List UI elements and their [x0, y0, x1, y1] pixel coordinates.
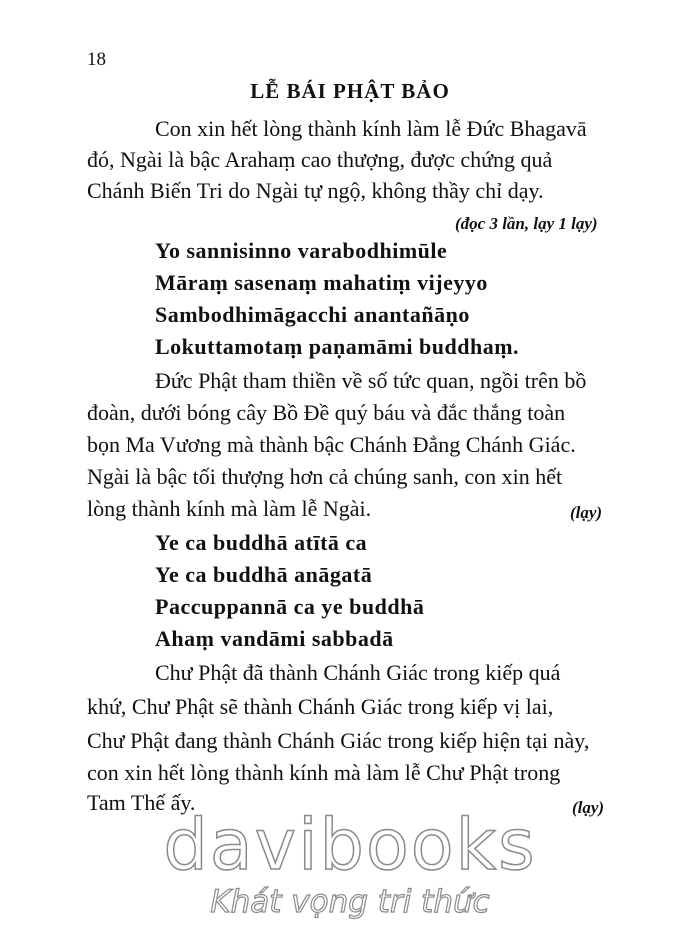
paragraph-line: lòng thành kính mà làm lễ Ngài. — [87, 496, 372, 521]
paragraph-line: khứ, Chư Phật sẽ thành Chánh Giác trong kiếp vị lai, — [87, 694, 554, 719]
paragraph-line: Tam Thế ấy. — [87, 790, 196, 815]
page-title: LỄ BÁI PHẬT BẢO — [250, 79, 450, 103]
paragraph-line: đó, Ngài là bậc Arahaṃ cao thượng, được chứng quả — [87, 147, 553, 172]
paragraph-line: con xin hết lòng thành kính mà làm lễ Chư Phật trong — [87, 760, 561, 785]
paragraph-line: bọn Ma Vương mà thành bậc Chánh Đẳng Chánh Giác. — [87, 432, 576, 457]
paragraph-line: Con xin hết lòng thành kính làm lễ Đức Bhagavā — [155, 116, 587, 141]
instruction-note: (lạy) — [570, 503, 603, 522]
instruction-note: (lạy) — [572, 798, 605, 817]
paragraph-line: Chư Phật đã thành Chánh Giác trong kiếp quá — [155, 660, 561, 685]
paragraph-line: Ngài là bậc tối thượng hơn cả chúng sanh, con xin hết — [87, 464, 563, 489]
paragraph-line: đoàn, dưới bóng cây Bồ Đề quý báu và đắc thắng toàn — [87, 400, 566, 425]
verse-line: Māraṃ sasenaṃ mahatiṃ vijeyyo — [155, 270, 488, 295]
verse-line: Paccuppannā ca ye buddhā — [155, 594, 425, 619]
paragraph-line: Chánh Biến Tri do Ngài tự ngộ, không thầy chỉ dạy. — [87, 178, 544, 203]
paragraph-line: Đức Phật tham thiền về số tức quan, ngồi trên bồ — [155, 368, 587, 393]
watermark-logo: davibooks — [163, 804, 537, 886]
verse-line: Ye ca buddhā anāgatā — [155, 562, 373, 587]
verse-line: Ye ca buddhā atītā ca — [155, 530, 368, 555]
verse-line: Lokuttamotaṃ paṇamāmi buddhaṃ. — [155, 334, 520, 359]
verse-line: Yo sannisinno varabodhimūle — [155, 238, 448, 263]
page-number: 18 — [87, 49, 106, 70]
paragraph-line: Chư Phật đang thành Chánh Giác trong kiếp hiện tại này, — [87, 728, 590, 753]
instruction-note: (đọc 3 lần, lạy 1 lạy) — [455, 214, 598, 233]
verse-line: Ahaṃ vandāmi sabbadā — [155, 626, 394, 651]
verse-line: Sambodhimāgacchi anantañāṇo — [155, 302, 470, 327]
watermark-tagline: Khát vọng tri thức — [210, 884, 490, 920]
